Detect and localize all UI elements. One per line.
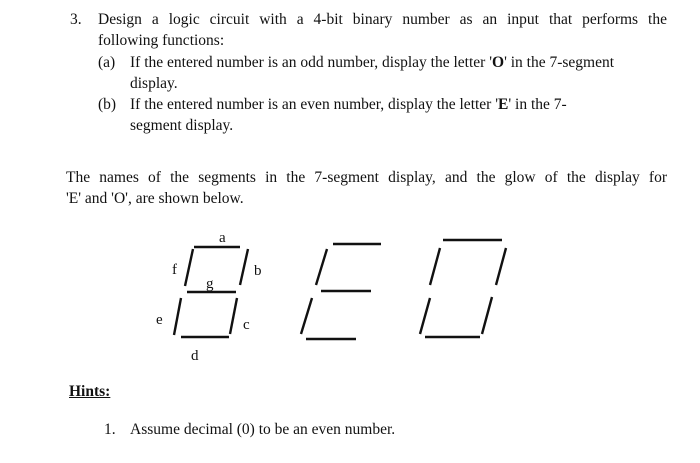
question-number: 3. <box>70 11 82 28</box>
hint-text-1: Assume decimal (0) to be an even number. <box>130 421 396 438</box>
segment-f <box>185 249 193 286</box>
segment-b <box>240 249 248 285</box>
part-b-line2: segment display. <box>130 117 234 134</box>
segment-label-d: d <box>191 348 199 364</box>
description-line1: The names of the segments in the 7-segment display, and the glow of the display for <box>66 169 667 186</box>
part-b-label: (b) <box>98 96 117 113</box>
segment-label-g: g <box>206 276 214 292</box>
segment-label-b: b <box>254 263 262 279</box>
segment-label-e: e <box>156 312 163 328</box>
segment-f <box>430 248 440 285</box>
segment-label-f: f <box>172 262 177 278</box>
segment-label-c: c <box>243 317 250 333</box>
seven-segment-letter-e <box>301 244 381 339</box>
description-line2: 'E' and 'O', are shown below. <box>66 190 244 207</box>
question-intro-line1: Design a logic circuit with a 4-bit binary number as an input that performs the <box>98 11 667 28</box>
part-b-letter: E <box>498 96 509 113</box>
seven-segment-letter-o <box>420 240 506 337</box>
segment-f <box>316 249 327 285</box>
hints-heading: Hints: <box>69 383 111 400</box>
part-a-line2: display. <box>130 75 178 92</box>
segment-c <box>230 298 237 334</box>
seven-segment-labeled-display <box>156 230 262 364</box>
segment-e <box>301 298 312 334</box>
question-intro-line2: following functions: <box>98 32 225 49</box>
segment-c <box>482 297 492 334</box>
segment-e <box>420 298 430 334</box>
segment-label-a: a <box>219 230 226 246</box>
part-a-line1: If the entered number is an odd number, display the letter 'O' in the 7-segment <box>130 54 615 71</box>
part-b-line1: If the entered number is an even number, display the letter 'E' in the 7- <box>130 96 567 113</box>
part-a-label: (a) <box>98 54 116 71</box>
segment-e <box>174 298 181 335</box>
part-a-letter: O <box>492 54 505 71</box>
segment-b <box>496 248 506 285</box>
hint-number-1: 1. <box>104 421 116 438</box>
